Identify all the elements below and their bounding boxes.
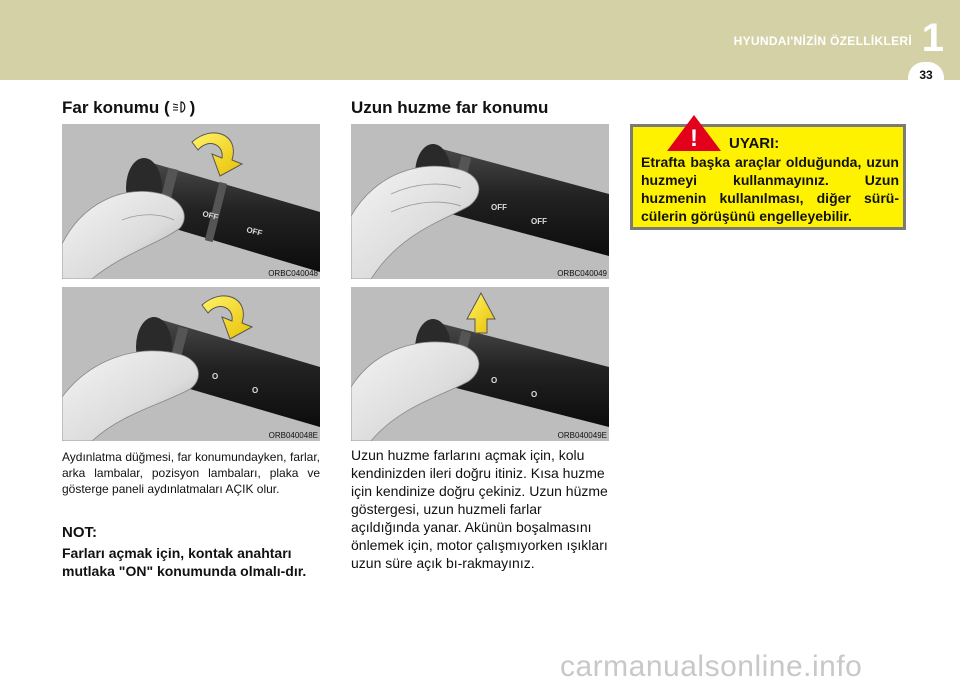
off-label-2: OFF bbox=[245, 225, 264, 238]
photo-high-beam-tip-a bbox=[351, 124, 609, 279]
page-number: 33 bbox=[919, 68, 933, 82]
zero-label-2: O bbox=[252, 386, 259, 395]
switch-stalk-illustration bbox=[62, 124, 320, 279]
photo-high-beam-tip-b bbox=[351, 287, 609, 441]
off-label-3: OFF bbox=[491, 203, 507, 212]
switch-stalk-illustration bbox=[351, 124, 609, 279]
switch-stalk-illustration bbox=[62, 287, 320, 441]
off-label-1: OFF bbox=[201, 209, 220, 222]
headlight-position-body: Aydınlatma düğmesi, far konumundayken, farlar, arka lambalar, pozisyon lambaları, plaka ve gösterge paneli aydınlatmaları AÇIK olur. bbox=[62, 450, 320, 496]
zero-label-1: O bbox=[212, 372, 219, 381]
switch-stalk-illustration bbox=[351, 287, 609, 441]
note-body: Farları açmak için, kontak anahtarı mutlaka "ON" konumunda olmalı-dır. bbox=[62, 545, 307, 579]
off-label-4: OFF bbox=[531, 217, 547, 226]
zero-label-4: O bbox=[531, 390, 538, 399]
warning-text: Etrafta başka araçlar olduğunda, uzun huzmeyi kullanmayınız. Uzun huzmenin kullanılması, diğer sürü-cülerin görüşünü engelleyebilir. bbox=[641, 154, 899, 224]
photo-code-tip-b-middle: ORB040049E bbox=[557, 431, 607, 440]
photo-code-tip-a-middle: ORBC040049 bbox=[557, 269, 607, 278]
chapter-title: HYUNDAI'NİZİN ÖZELLİKLERİ bbox=[733, 34, 912, 48]
headlight-position-heading bbox=[62, 98, 195, 118]
photo-code-tip-a-left: ORBC040048 bbox=[268, 269, 318, 278]
warning-triangle-icon bbox=[667, 115, 721, 151]
chapter-number: 1 bbox=[921, 16, 944, 60]
high-beam-body: Uzun huzme farlarını açmak için, kolu kendinizden ileri doğru itiniz. Kısa huzme için kendinize doğru çekiniz. Uzun hüzme göstergesi, uzun huzmeli farlar açıldığında yanar. Akünün boşalmasını önlemek için, motor çalışmıyorken ışıkları uzun süre açık bı-rakmayınız. bbox=[351, 447, 608, 571]
warning-title: UYARI: bbox=[729, 135, 780, 152]
high-beam-heading: Uzun huzme far konumu bbox=[351, 98, 549, 117]
watermark: carmanualsonline.info bbox=[560, 650, 863, 683]
warning-box bbox=[630, 124, 906, 230]
photo-headlight-tip-b bbox=[62, 287, 320, 441]
warning-glyph: ! bbox=[690, 125, 698, 151]
photo-headlight-tip-a bbox=[62, 124, 320, 279]
heading-text: Far konumu ( bbox=[62, 98, 170, 117]
note-heading: NOT: bbox=[62, 524, 97, 541]
low-beam-headlight-icon bbox=[172, 100, 188, 114]
photo-code-tip-b-left: ORB040048E bbox=[268, 431, 318, 440]
heading-close: ) bbox=[189, 98, 196, 117]
zero-label-3: O bbox=[491, 376, 498, 385]
